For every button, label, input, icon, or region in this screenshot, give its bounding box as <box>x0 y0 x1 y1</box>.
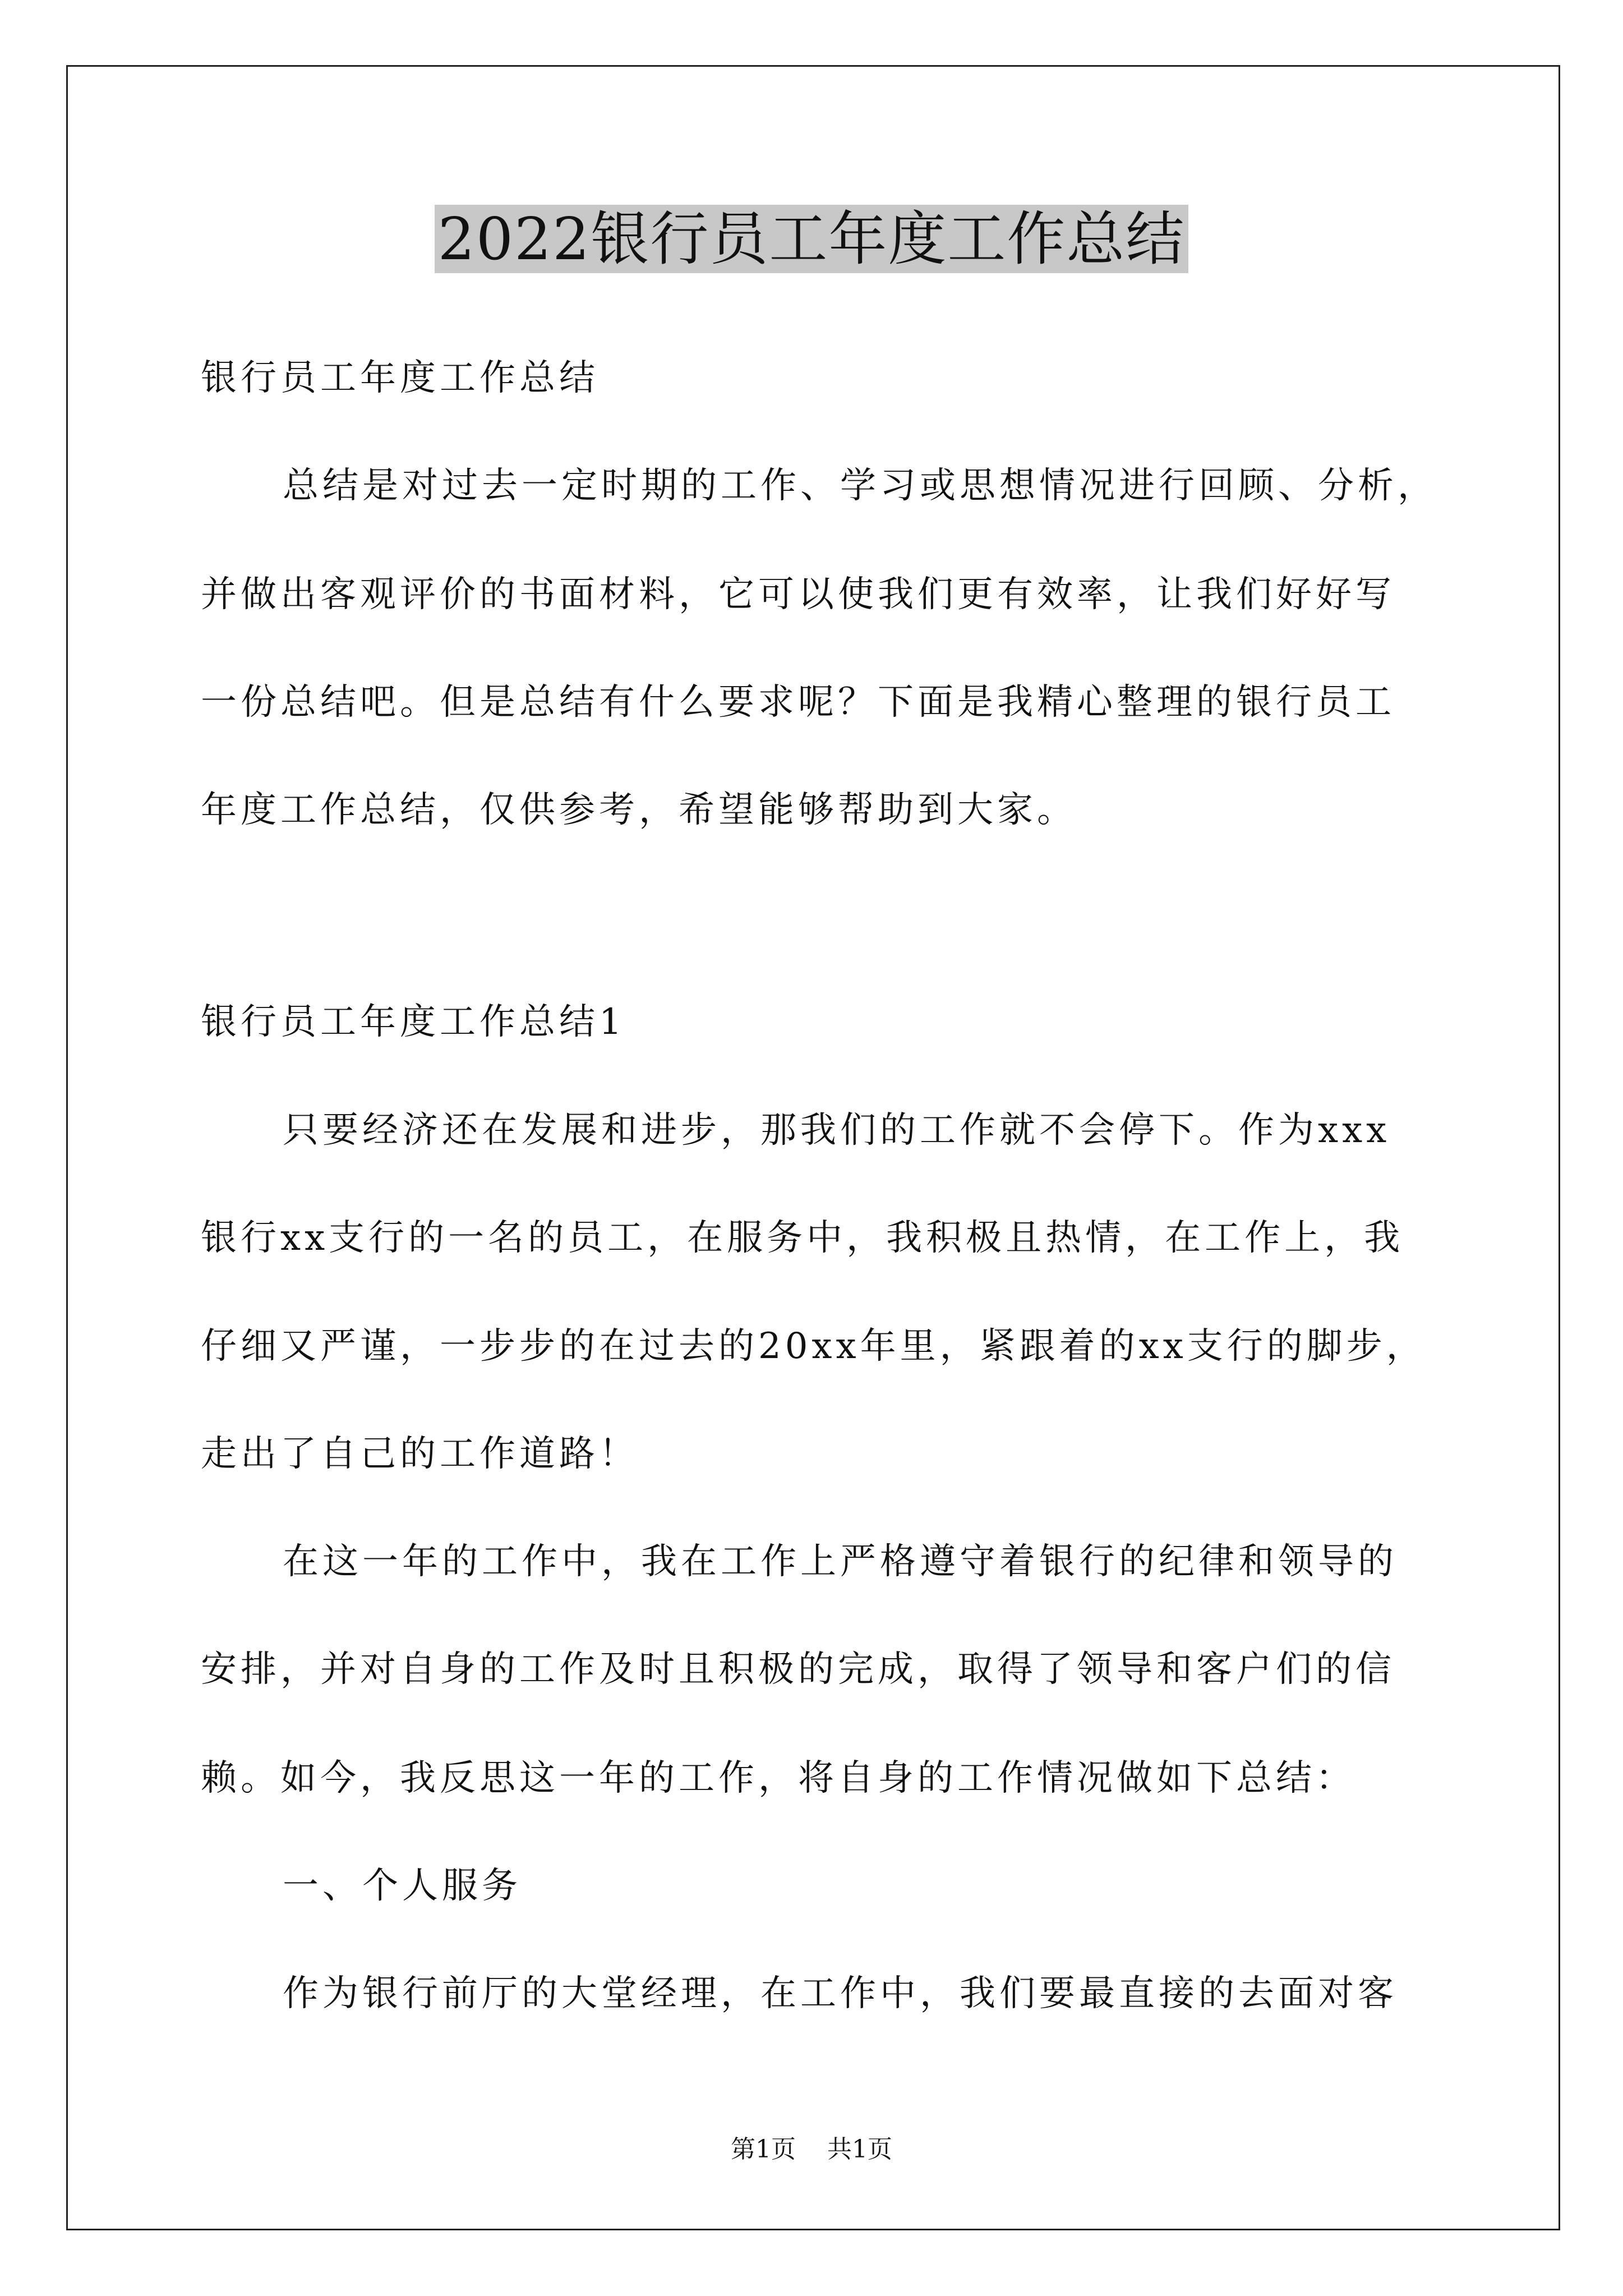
subsection-heading: 一、个人服务 <box>283 1865 522 1907</box>
paragraph-line: 作为银行前厅的大堂经理，在工作中，我们要最直接的去面对客 <box>283 1973 1398 2014</box>
paragraph-line: 银行xx支行的一名的员工，在服务中，我积极且热情，在工作上，我 <box>201 1217 1404 1259</box>
page-footer <box>0 2134 1623 2165</box>
paragraph-line: 并做出客观评价的书面材料，它可以使我们更有效率，让我们好好写 <box>201 574 1395 615</box>
paragraph-line: 仔细又严谨，一步步的在过去的20xx年里，紧跟着的xx支行的脚步， <box>201 1326 1426 1367</box>
paragraph-line: 在这一年的工作中，我在工作上严格遵守着银行的纪律和领导的 <box>283 1541 1398 1582</box>
paragraph-line: 一份总结吧。但是总结有什么要求呢？下面是我精心整理的银行员工 <box>201 682 1395 723</box>
page-number-total: 共1页 <box>827 2135 892 2164</box>
section-heading-1: 银行员工年度工作总结1 <box>201 1001 626 1043</box>
paragraph-line: 赖。如今，我反思这一年的工作，将自身的工作情况做如下总结： <box>201 1757 1355 1799</box>
paragraph-line: 走出了自己的工作道路！ <box>201 1433 639 1475</box>
section-heading-intro: 银行员工年度工作总结 <box>201 357 599 399</box>
paragraph-line: 只要经济还在发展和进步，那我们的工作就不会停下。作为xxx <box>283 1110 1391 1151</box>
paragraph-line: 总结是对过去一定时期的工作、学习或思想情况进行回顾、分析， <box>283 465 1437 507</box>
paragraph-line: 安排，并对自身的工作及时且积极的完成，取得了领导和客户们的信 <box>201 1649 1395 1690</box>
paragraph-line: 年度工作总结，仅供参考，希望能够帮助到大家。 <box>201 789 1077 831</box>
page-number-current: 第1页 <box>731 2135 796 2164</box>
document-title <box>0 202 1623 276</box>
document-title-text: 2022银行员工年度工作总结 <box>435 205 1189 273</box>
